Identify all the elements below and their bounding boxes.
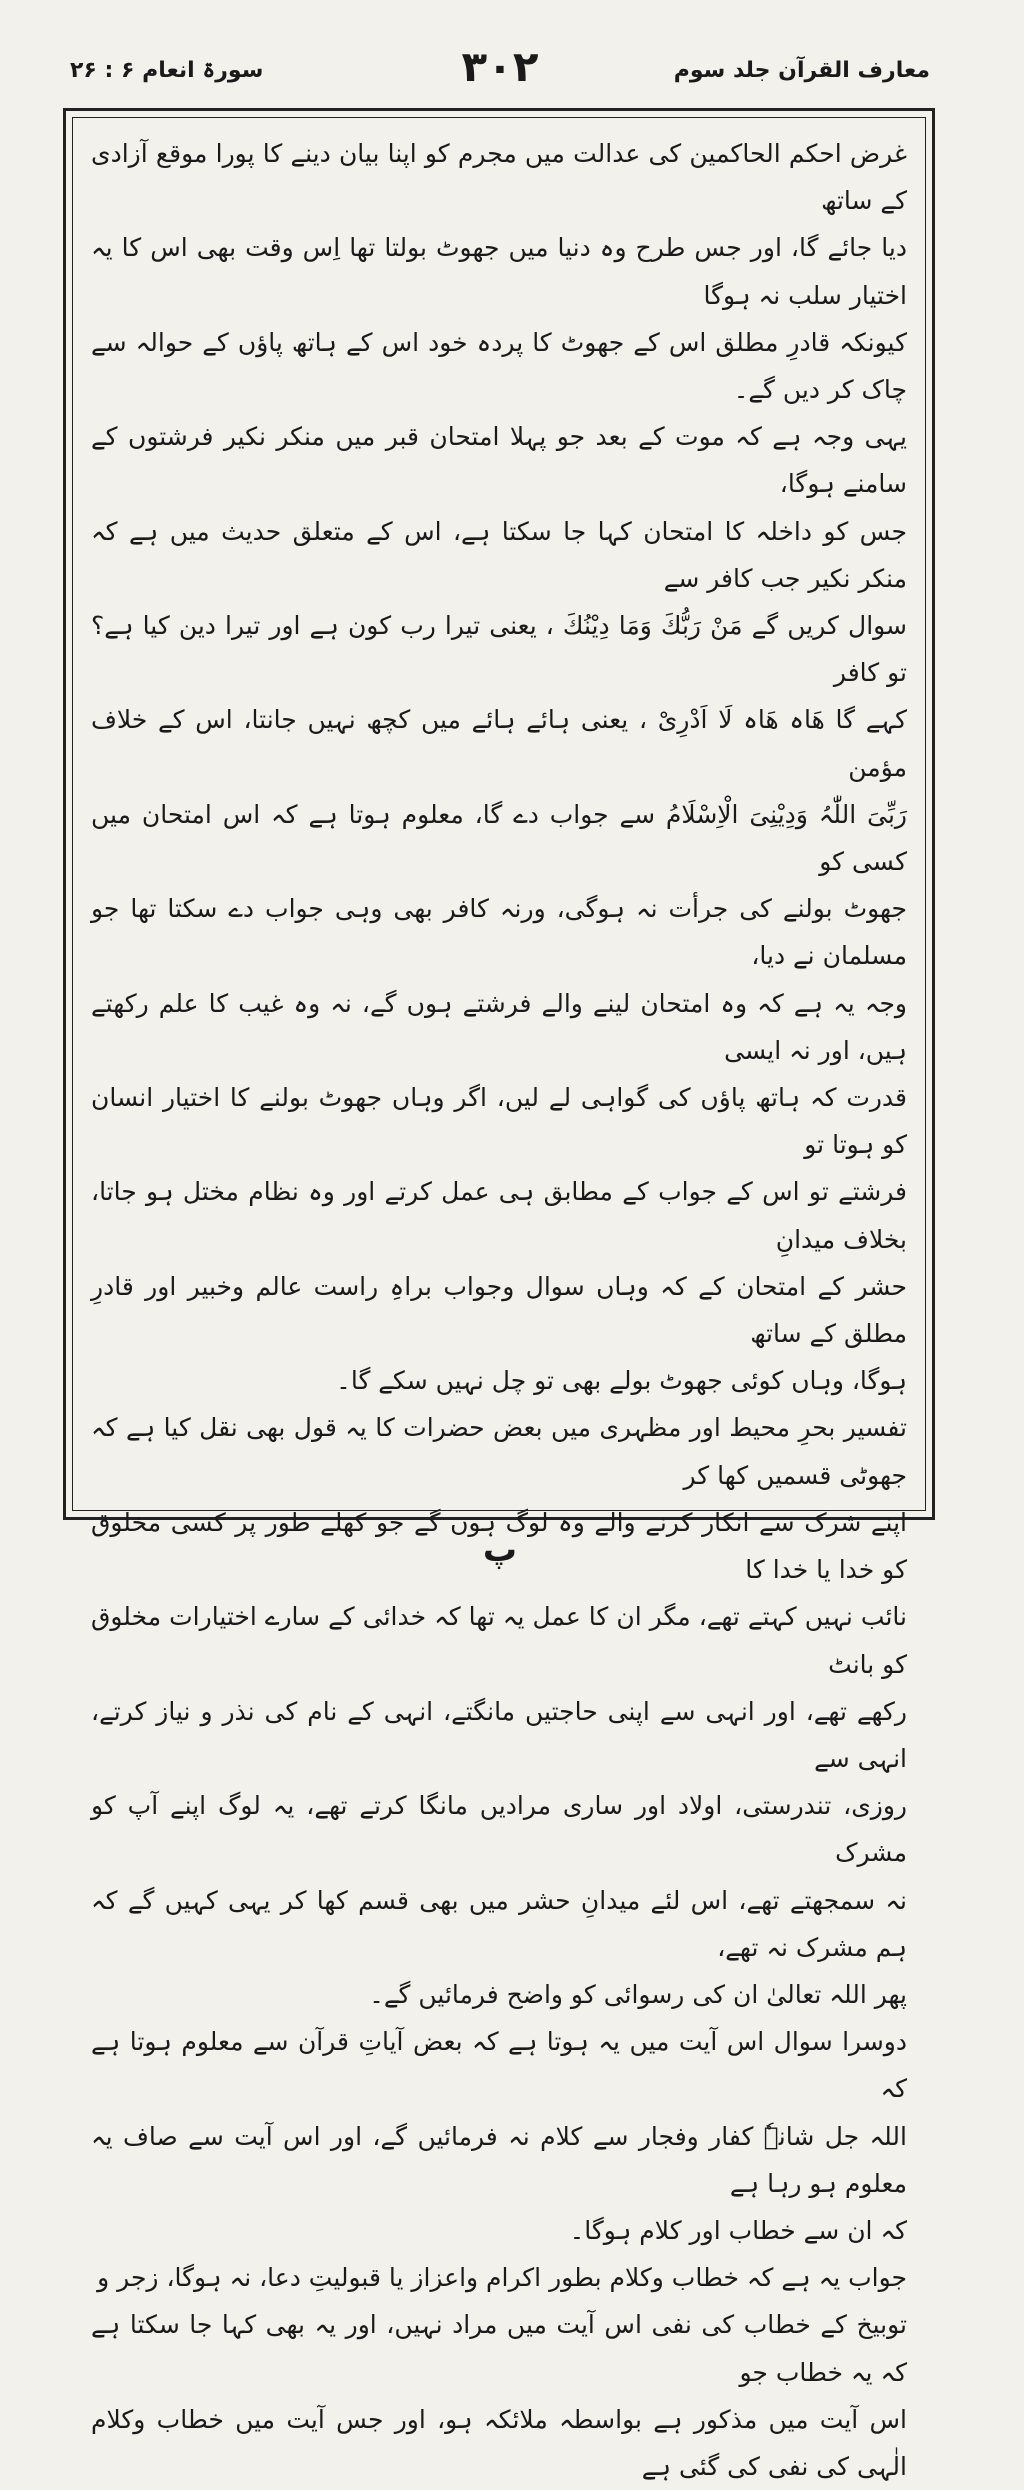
text-line: پھر اللہ تعالیٰ ان کی رسوائی کو واضح فرمائیں گے۔ xyxy=(369,1979,907,2009)
footer-signature-mark: پ xyxy=(482,1530,518,1570)
page-border-outer xyxy=(63,108,935,2481)
body-text xyxy=(91,130,907,2481)
text-line: اللہ جل شانہٗ کفار وفجار سے کلام نہ فرمائیں گے، اور اس آیت سے صاف یہ معلوم ہو رہا ہے xyxy=(91,2121,907,2198)
text-line: سوال کریں گے مَنْ رَبُّكَ وَمَا دِيْنُكَ ، یعنی تیرا رب کون ہے اور تیرا دین کیا ہے؟ تو کافر xyxy=(91,611,907,688)
text-line: فرشتے تو اس کے جواب کے مطابق ہی عمل کرتے اور وہ نظام مختل ہو جاتا، بخلاف میدانِ xyxy=(91,1177,907,1254)
text-line: یہی وجہ ہے کہ موت کے بعد جو پہلا امتحان قبر میں منکر نکیر فرشتوں کے سامنے ہوگا، xyxy=(91,422,907,499)
text-line: قدرت کہ ہاتھ پاؤں کی گواہی لے لیں، اگر وہاں جھوٹ بولنے کا اختیار انسان کو ہوتا تو xyxy=(91,1083,907,1160)
text-line: وجہ یہ ہے کہ وہ امتحان لینے والے فرشتے ہوں گے، نہ وہ غیب کا علم رکھتے ہیں، اور نہ ایسی xyxy=(91,988,907,1065)
page-header xyxy=(70,40,930,100)
text-line: غرض احکم الحاکمین کی عدالت میں مجرم کو اپنا بیان دینے کا پورا موقع آزادی کے ساتھ xyxy=(91,139,907,216)
text-line: ہوگا، وہاں کوئی جھوٹ بولے بھی تو چل نہیں سکے گا۔ xyxy=(336,1366,907,1396)
text-line: توبیخ کے خطاب کی نفی اس آیت میں مراد نہیں، اور یہ بھی کہا جا سکتا ہے کہ یہ خطاب جو xyxy=(91,2310,907,2387)
text-line: اپنے شرک سے انکار کرنے والے وہ لوگ ہوں گے جو کھلے طور پر کسی مخلوق کو خدا یا خدا کا xyxy=(91,1507,907,1585)
text-line: رکھے تھے، اور انہی سے اپنی حاجتیں مانگتے، انہی کے نام کی نذر و نیاز کرتے، انہی سے xyxy=(91,1696,907,1773)
surah-reference: سورۃ انعام ۶ : ۲۶ xyxy=(70,58,264,83)
text-line: کہ ان سے خطاب اور کلام ہوگا۔ xyxy=(569,2215,907,2245)
text-line: جس کو داخلہ کا امتحان کہا جا سکتا ہے، اس کے متعلق حدیث میں ہے کہ منکر نکیر جب کافر سے xyxy=(91,516,907,593)
page-number: ۳۰۲ xyxy=(461,42,539,91)
book-title: معارف القرآن جلد سوم xyxy=(673,58,930,83)
text-line: جھوٹ بولنے کی جرأت نہ ہوگی، ورنہ کافر بھی وہی جواب دے سکتا تھا جو مسلمان نے دیا، xyxy=(91,894,907,971)
text-line: حشر کے امتحان کے کہ وہاں سوال وجواب براہِ راست عالم وخبیر اور قادرِ مطلق کے ساتھ xyxy=(91,1271,907,1349)
text-line: رَبِّیَ اللّٰہُ وَدِیْنِیَ الْاِسْلَامُ سے جواب دے گا، معلوم ہوتا ہے کہ اس امتحان میں کسی کو xyxy=(91,799,907,877)
text-line: کیونکہ قادرِ مطلق اس کے جھوٹ کا پردہ خود اس کے ہاتھ پاؤں کے حوالہ سے چاک کر دیں گے۔ xyxy=(91,327,907,405)
text-line: اس آیت میں مذکور ہے بواسطہ ملائکہ ہو، اور جس آیت میں خطاب وکلام الٰہی کی نفی کی گئی ہے xyxy=(91,2404,907,2481)
text-line: روزی، تندرستی، اولاد اور ساری مرادیں مانگا کرتے تھے، یہ لوگ اپنے آپ کو مشرک xyxy=(91,1791,907,1868)
text-line: دیا جائے گا، اور جس طرح وہ دنیا میں جھوٹ بولتا تھا اِس وقت بھی اس کا یہ اختیار سلب نہ ہوگا xyxy=(91,233,907,310)
text-line: نائب نہیں کہتے تھے، مگر ان کا عمل یہ تھا کہ خدائی کے سارے اختیارات مخلوق کو بانٹ xyxy=(91,1602,907,1679)
page-border-inner xyxy=(72,117,926,2481)
text-line: دوسرا سوال اس آیت میں یہ ہوتا ہے کہ بعض آیاتِ قرآن سے معلوم ہوتا ہے کہ xyxy=(91,2027,907,2104)
text-line: کہے گا ھَاہ ھَاہ لَا اَدْرِیْ ، یعنی ہائے ہائے میں کچھ نہیں جانتا، اس کے خلاف مؤمن xyxy=(91,705,907,782)
text-line: جواب یہ ہے کہ خطاب وکلام بطور اکرام واعزاز یا قبولیتِ دعا، نہ ہوگا، زجر و xyxy=(97,2263,907,2293)
text-line: تفسیر بحرِ محیط اور مظہری میں بعض حضرات کا یہ قول بھی نقل کیا ہے کہ جھوٹی قسمیں کھا کر xyxy=(91,1413,907,1490)
text-line: نہ سمجھتے تھے، اس لئے میدانِ حشر میں بھی قسم کھا کر یہی کہیں گے کہ ہم مشرک نہ تھے، xyxy=(91,1885,907,1962)
